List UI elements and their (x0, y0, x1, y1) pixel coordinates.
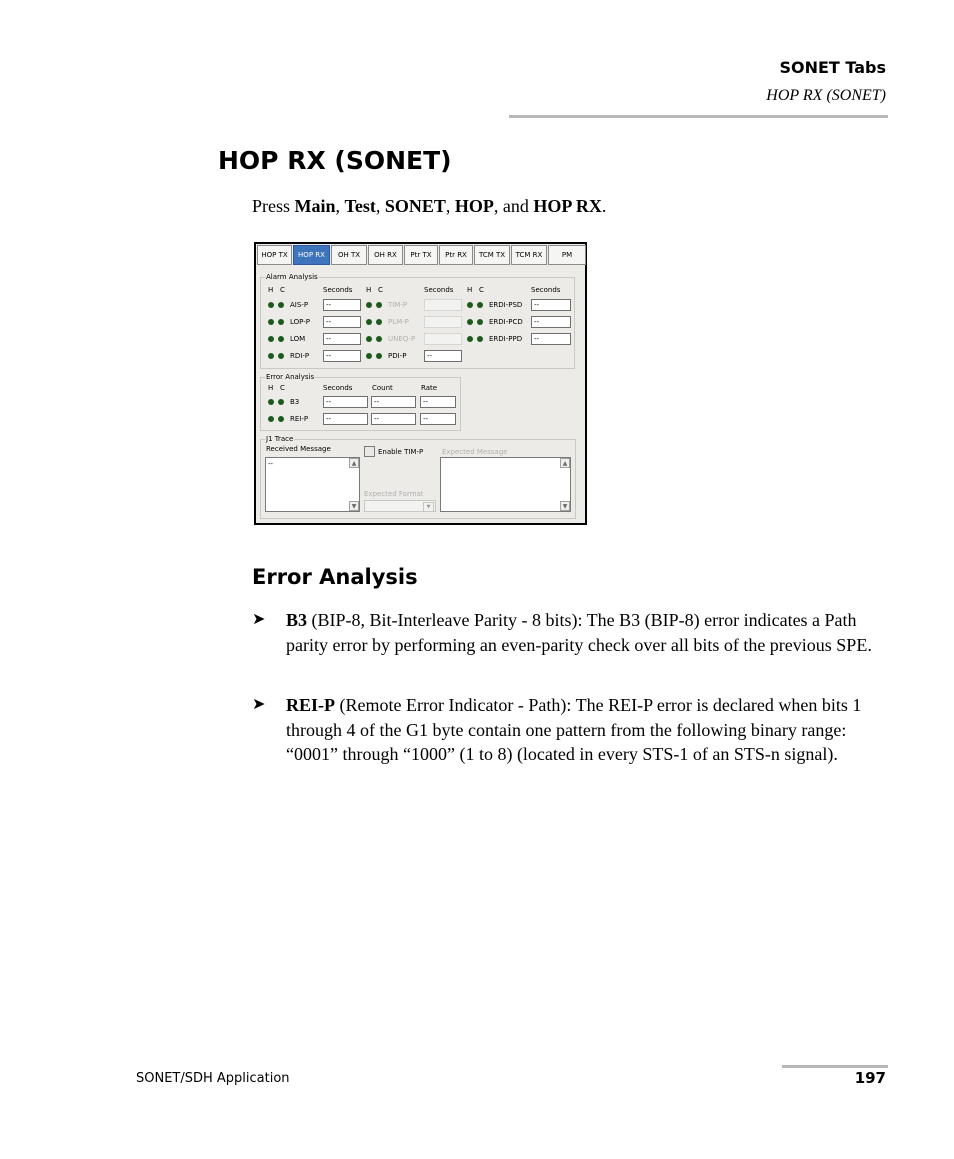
b3-count-field: -- (371, 396, 416, 408)
h-label: H (268, 384, 274, 392)
c-label: C (280, 286, 285, 294)
expected-message-box[interactable] (440, 457, 571, 512)
alarm-label-ais-p: AIS-P (290, 301, 309, 309)
count-header: Count (372, 384, 393, 392)
intro-key-main: Main (294, 196, 336, 216)
running-header-subsection: HOP RX (SONET) (766, 87, 886, 104)
alarm-label-pdi-p: PDI-P (388, 352, 407, 360)
tab-oh-tx[interactable]: OH TX (331, 245, 367, 265)
j1-trace-group (260, 435, 576, 519)
alarm-led-pair (467, 319, 485, 326)
bullet-term: REI-P (286, 695, 335, 715)
error-analysis-group (260, 373, 461, 431)
tab-ptr-rx[interactable]: Ptr RX (439, 245, 473, 265)
received-message-label: Received Message (266, 445, 331, 453)
seconds-header: Seconds (323, 286, 353, 294)
alarm-label-tim-p: TIM-P (388, 301, 408, 309)
error-led-pair (268, 416, 286, 423)
intro-sep: , (375, 196, 385, 216)
alarm-label-lom: LOM (290, 335, 306, 343)
scroll-down-icon[interactable]: ▼ (349, 501, 359, 511)
bullet-text: (BIP-8, Bit-Interleave Parity - 8 bits): The B3 (BIP-8) error indicates a Path parity error by performing an even-parity check over all bits of the previous SPE. (286, 610, 872, 655)
alarm-label-lop-p: LOP-P (290, 318, 310, 326)
running-header-section: SONET Tabs (779, 58, 886, 77)
alarm-label-plm-p: PLM-P (388, 318, 409, 326)
alarm-led-pair (268, 319, 286, 326)
intro-prefix: Press (252, 196, 295, 216)
enable-tim-p-checkbox[interactable] (364, 446, 375, 457)
intro-sep: , and (493, 196, 534, 216)
b3-seconds-field: -- (323, 396, 368, 408)
b3-rate-field: -- (420, 396, 456, 408)
alarm-seconds-erdi-pcd: -- (531, 316, 571, 328)
rate-header: Rate (421, 384, 438, 392)
alarm-label-erdi-pcd: ERDI-PCD (489, 318, 523, 326)
tab-hop-rx[interactable]: HOP RX (293, 245, 330, 265)
alarm-analysis-title: Alarm Analysis (266, 273, 318, 281)
received-message-value: -- (268, 460, 274, 468)
intro-paragraph (252, 196, 606, 217)
section-heading: Error Analysis (252, 565, 418, 589)
intro-suffix: . (601, 196, 607, 216)
footer-title: SONET/SDH Application (136, 1071, 290, 1086)
tab-pm[interactable]: PM (548, 245, 586, 265)
header-rule (509, 115, 888, 118)
c-label: C (378, 286, 383, 294)
alarm-led-pair (268, 353, 286, 360)
rei-p-seconds-field: -- (323, 413, 368, 425)
intro-key-hoprx: HOP RX (533, 196, 602, 216)
alarm-led-pair (366, 319, 384, 326)
tab-ptr-tx[interactable]: Ptr TX (404, 245, 438, 265)
footer-rule (782, 1065, 888, 1068)
intro-sep: , (445, 196, 455, 216)
alarm-led-pair (467, 302, 485, 309)
tab-oh-rx[interactable]: OH RX (368, 245, 403, 265)
seconds-header: Seconds (424, 286, 454, 294)
bullet-arrow-icon: ➤ (252, 696, 266, 713)
alarm-led-pair (366, 336, 384, 343)
alarm-seconds-lop-p: -- (323, 316, 361, 328)
expected-format-label: Expected Format (364, 490, 424, 498)
tab-tcm-rx[interactable]: TCM RX (511, 245, 547, 265)
tab-tcm-tx[interactable]: TCM TX (474, 245, 510, 265)
alarm-led-pair (366, 302, 384, 309)
alarm-led-pair (268, 302, 286, 309)
hop-rx-screenshot (254, 242, 587, 525)
alarm-led-pair (366, 353, 384, 360)
alarm-label-uneq-p: UNEQ-P (388, 335, 416, 343)
enable-tim-p-label: Enable TIM-P (378, 448, 424, 456)
alarm-seconds-ais-p: -- (323, 299, 361, 311)
j1-trace-title: J1 Trace (266, 435, 294, 443)
error-label-b3: B3 (290, 398, 300, 406)
page-number: 197 (854, 1069, 886, 1087)
bullet-term: B3 (286, 610, 308, 630)
alarm-seconds-plm-p (424, 316, 462, 328)
bullet-text: (Remote Error Indicator - Path): The REI-P error is declared when bits 1 through 4 of the G1 byte contain one pattern from the following binary range: “0001” through “1000” (1 to 8) (located in every STS-1 of an STS-n signal). (286, 695, 862, 764)
alarm-seconds-pdi-p: -- (424, 350, 462, 362)
alarm-label-rdi-p: RDI-P (290, 352, 310, 360)
alarm-led-pair (268, 336, 286, 343)
error-analysis-title: Error Analysis (266, 373, 315, 381)
alarm-seconds-erdi-psd: -- (531, 299, 571, 311)
alarm-seconds-tim-p (424, 299, 462, 311)
chevron-down-icon: ▼ (423, 502, 434, 512)
c-label: C (280, 384, 285, 392)
seconds-header: Seconds (323, 384, 353, 392)
page-title: HOP RX (SONET) (218, 146, 452, 175)
received-message-box[interactable] (265, 457, 360, 512)
scroll-up-icon[interactable]: ▲ (349, 458, 359, 468)
alarm-analysis-group (260, 273, 575, 369)
intro-sep: , (335, 196, 345, 216)
scroll-up-icon[interactable]: ▲ (560, 458, 570, 468)
h-label: H (467, 286, 473, 294)
rei-p-count-field: -- (371, 413, 416, 425)
expected-message-label: Expected Message (442, 448, 508, 456)
rei-p-rate-field: -- (420, 413, 456, 425)
h-label: H (366, 286, 372, 294)
intro-key-hop: HOP (454, 196, 494, 216)
error-label-rei-p: REI-P (290, 415, 309, 423)
alarm-seconds-erdi-ppd: -- (531, 333, 571, 345)
error-led-pair (268, 399, 286, 406)
alarm-label-erdi-ppd: ERDI-PPD (489, 335, 523, 343)
tab-hop-tx[interactable]: HOP TX (257, 245, 292, 265)
intro-key-test: Test (344, 196, 376, 216)
intro-key-sonet: SONET (384, 196, 446, 216)
seconds-header: Seconds (531, 286, 561, 294)
alarm-label-erdi-psd: ERDI-PSD (489, 301, 523, 309)
h-label: H (268, 286, 274, 294)
c-label: C (479, 286, 484, 294)
bullet-rei-p (252, 693, 892, 767)
bullet-arrow-icon: ➤ (252, 611, 266, 628)
alarm-seconds-rdi-p: -- (323, 350, 361, 362)
expected-format-select[interactable] (364, 500, 436, 512)
bullet-b3 (252, 608, 892, 657)
tab-bar (257, 245, 587, 267)
scroll-down-icon[interactable]: ▼ (560, 501, 570, 511)
alarm-led-pair (467, 336, 485, 343)
alarm-seconds-uneq-p (424, 333, 462, 345)
alarm-seconds-lom: -- (323, 333, 361, 345)
